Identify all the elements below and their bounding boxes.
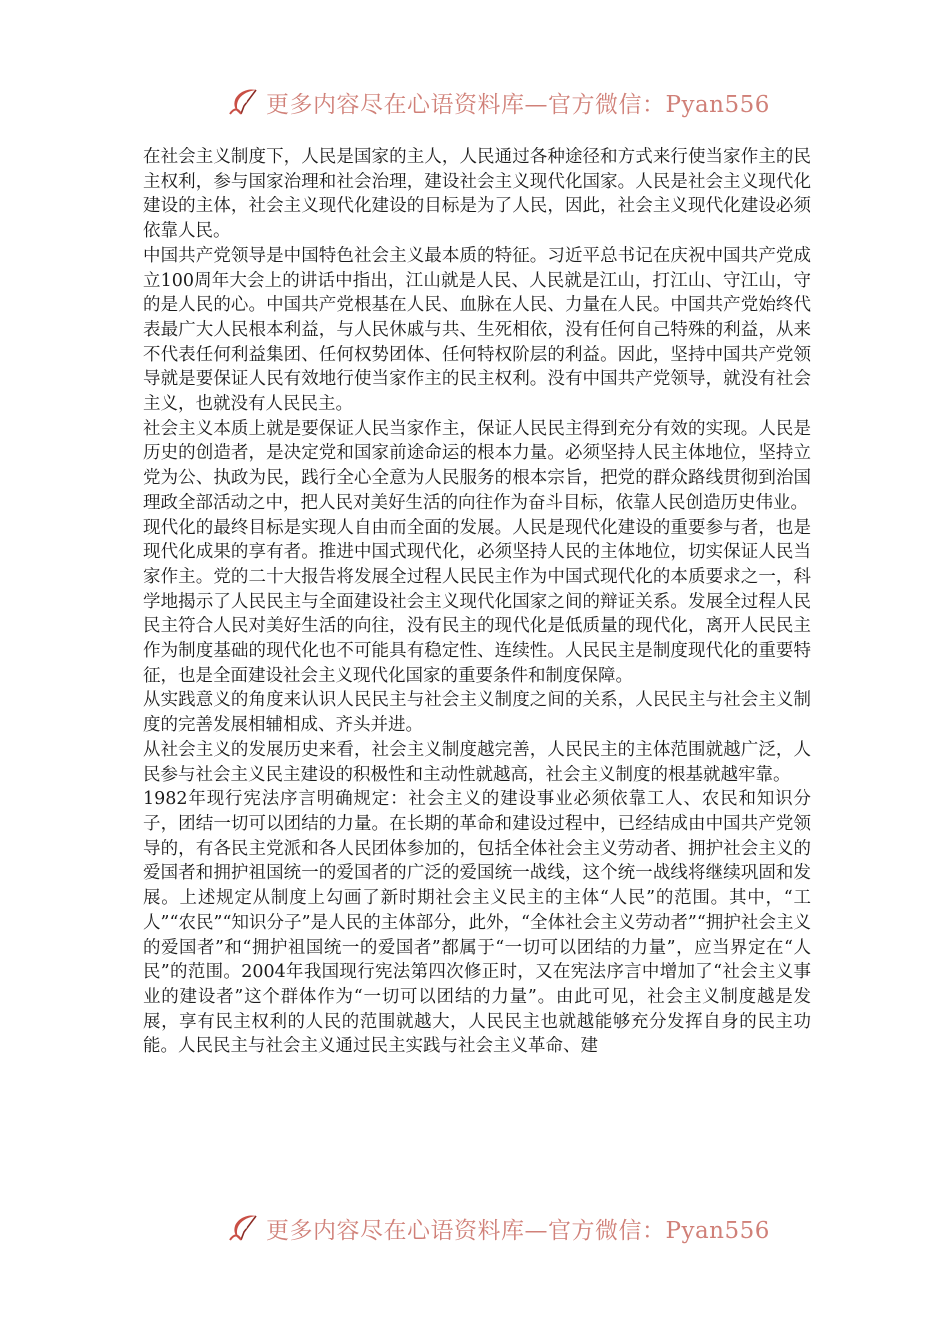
paragraph: 中国共产党领导是中国特色社会主义最本质的特征。习近平总书记在庆祝中国共产党成立100周年大会上的讲话中指出，江山就是人民、人民就是江山，打江山、守江山，守的是人民的心。中国共产党根基在人民、血脉在人民、力量在人民。中国共产党始终代表最广大人民根本利益，与人民休戚与共、生死相依，没有任何自己特殊的利益，从来不代表任何利益集团、任何权势团体、任何特权阶层的利益。因此，坚持中国共产党领导就是要保证人民有效地行使当家作主的民主权利。没有中国共产党领导，就没有社会主义，也就没有人民民主。 xyxy=(143,245,811,415)
header-banner xyxy=(226,84,770,120)
header-banner-text: 更多内容尽在心语资料库—官方微信：Pyan556 xyxy=(266,91,770,118)
paragraph: 现代化的最终目标是实现人自由而全面的发展。人民是现代化建设的重要参与者，也是现代化成果的享有者。推进中国式现代化，必须坚持人民的主体地位，切实保证人民当家作主。党的二十大报告将发展全过程人民民主作为中国式现代化的本质要求之一，科学地揭示了人民民主与全面建设社会主义现代化国家之间的辩证关系。发展全过程人民民主符合人民对美好生活的向往，没有民主的现代化是低质量的现代化，离开人民民主作为制度基础的现代化也不可能具有稳定性、连续性。人民民主是制度现代化的重要特征，也是全面建设社会主义现代化国家的重要条件和制度保障。 xyxy=(143,517,811,686)
footer-banner xyxy=(226,1210,770,1246)
pen-nib-logo-icon xyxy=(226,84,262,120)
document-body xyxy=(143,145,811,1190)
footer-banner-text: 更多内容尽在心语资料库—官方微信：Pyan556 xyxy=(266,1217,770,1244)
pen-nib-logo-icon xyxy=(226,1210,262,1246)
paragraph: 在社会主义制度下，人民是国家的主人，人民通过各种途径和方式来行使当家作主的民主权利，参与国家治理和社会治理，建设社会主义现代化国家。人民是社会主义现代化建设的主体，社会主义现代化建设的目标是为了人民，因此，社会主义现代化建设必须依靠人民。 xyxy=(143,147,811,242)
paragraph: 从实践意义的角度来认识人民民主与社会主义制度之间的关系，人民民主与社会主义制度的完善发展相辅相成、齐头并进。 xyxy=(143,690,811,736)
paragraph: 1982年现行宪法序言明确规定：社会主义的建设事业必须依靠工人、农民和知识分子，团结一切可以团结的力量。在长期的革命和建设过程中，已经结成由中国共产党领导的，有各民主党派和各人民团体参加的，包括全体社会主义劳动者、拥护社会主义的爱国者和拥护祖国统一的爱国者的广泛的爱国统一战线，这个统一战线将继续巩固和发展。上述规定从制度上勾画了新时期社会主义民主的主体“人民”的范围。其中，“工人”“农民”“知识分子”是人民的主体部分，此外，“全体社会主义劳动者”“拥护社会主义的爱国者”和“拥护祖国统一的爱国者”都属于“一切可以团结的力量”，应当界定在“人民”的范围。2004年我国现行宪法第四次修正时，又在宪法序言中增加了“社会主义事业的建设者”这个群体作为“一切可以团结的力量”。由此可见，社会主义制度越是发展，享有民主权利的人民的范围就越大，人民民主也就越能够充分发挥自身的民主功能。人民民主与社会主义通过民主实践与社会主义革命、建 xyxy=(143,789,811,1057)
paragraph: 从社会主义的发展历史来看，社会主义制度越完善，人民民主的主体范围就越广泛，人民参与社会主义民主建设的积极性和主动性就越高，社会主义制度的根基就越牢靠。 xyxy=(143,739,811,785)
paragraph: 社会主义本质上就是要保证人民当家作主，保证人民民主得到充分有效的实现。人民是历史的创造者，是决定党和国家前途命运的根本力量。必须坚持人民主体地位，坚持立党为公、执政为民，践行全心全意为人民服务的根本宗旨，把党的群众路线贯彻到治国理政全部活动之中，把人民对美好生活的向往作为奋斗目标，依靠人民创造历史伟业。 xyxy=(143,418,811,513)
